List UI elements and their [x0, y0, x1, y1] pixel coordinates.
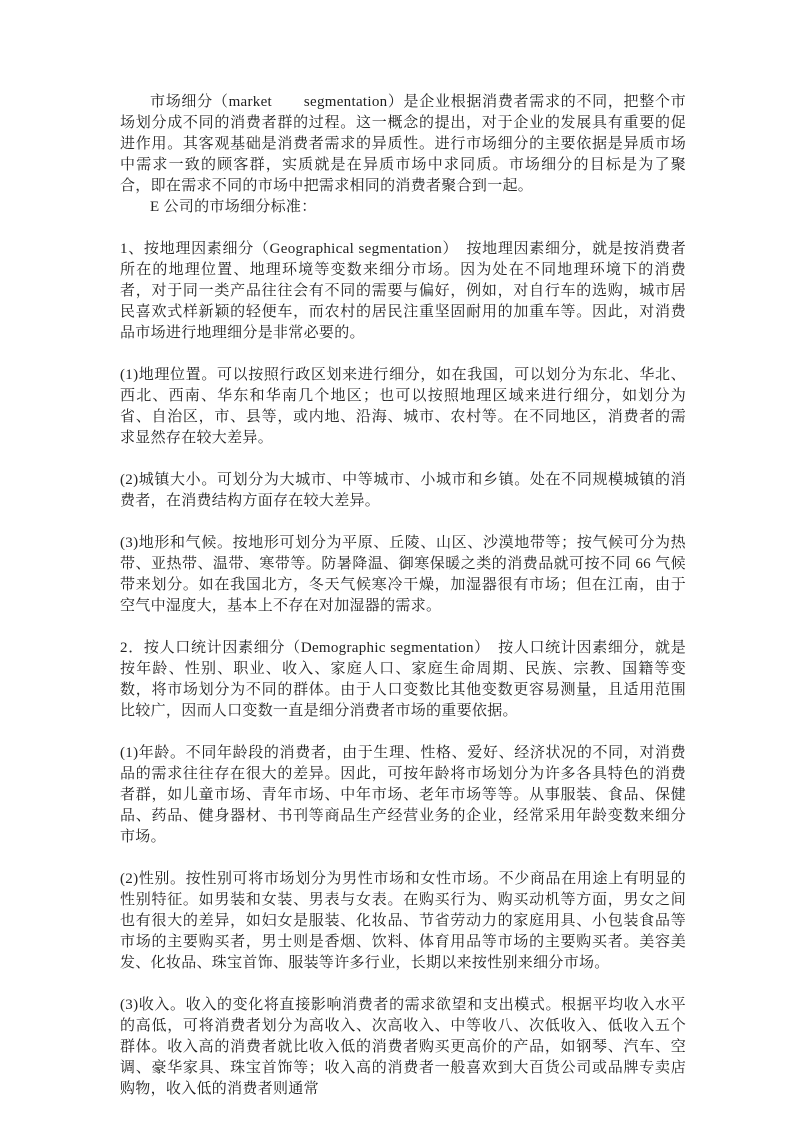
paragraph-geographical-segmentation: 1、按地理因素细分（Geographical segmentation） 按地理因素细分，就是按消费者所在的地理位置、地理环境等变数来细分市场。因为处在不同地理环境下的消费者，对于同一类产品往往会有不同的需要与偏好，例如，对自行车的选购，城市居民喜欢式样新颖的轻便车，而农村的居民注重坚固耐用的加重车等。因此，对消费品市场进行地理细分是非常必要的。: [120, 241, 686, 341]
paragraph-town-size: (2)城镇大小。可划分为大城市、中等城市、小城市和乡镇。处在不同规模城镇的消费者，在消费结构方面存在较大差异。: [120, 472, 686, 509]
paragraph-demographic-segmentation: 2．按人口统计因素细分（Demographic segmentation） 按人口统计因素细分，就是按年龄、性别、职业、收入、家庭人口、家庭生命周期、民族、宗教、国籍等变数，将市场划分为不同的群体。由于人口变数比其他变数更容易测量，且适用范围比较广，因而人口变数一直是细分消费者市场的重要依据。: [120, 640, 686, 719]
paragraph-income: (3)收入。收入的变化将直接影响消费者的需求欲望和支出模式。根据平均收入水平的高低，可将消费者划分为高收入、次高收入、中等收八、次低收入、低收入五个群体。收入高的消费者就比收入低的消费者购买更高价的产品，如钢琴、汽车、空调、豪华家具、珠宝首饰等；收入高的消费者一般喜欢到大百货公司或品牌专卖店购物，收入低的消费者则通常: [120, 997, 686, 1097]
document-body: [120, 92, 686, 1100]
paragraph-market-segmentation-intro: 市场细分（market segmentation）是企业根据消费者需求的不同，把整个市场划分成不同的消费者群的过程。这一概念的提出，对于企业的发展具有重要的促进作用。其客观基础是消费者需求的异质性。进行市场细分的主要依据是异质市场中需求一致的顾客群，实质就是在异质市场中求同质。市场细分的目标是为了聚合，即在需求不同的市场中把需求相同的消费者聚合到一起。: [120, 94, 686, 194]
paragraph-gender: (2)性别。按性别可将市场划分为男性市场和女性市场。不少商品在用途上有明显的性别特征。如男装和女装、男表与女表。在购买行为、购买动机等方面，男女之间也有很大的差异，如妇女是服装、化妆品、节省劳动力的家庭用具、小包装食品等市场的主要购买者，男士则是香烟、饮料、体育用品等市场的主要购买者。美容美发、化妆品、珠宝首饰、服装等许多行业，长期以来按性别来细分市场。: [120, 871, 686, 971]
paragraph-terrain-climate: (3)地形和气候。按地形可划分为平原、丘陵、山区、沙漠地带等；按气候可分为热带、亚热带、温带、寒带等。防暑降温、御寒保暖之类的消费品就可按不同 66 气候带来划分。如在我国北方，冬天气候寒冷干燥，加湿器很有市场；但在江南，由于空气中湿度大，基本上不存在对加湿器的需求。: [120, 535, 686, 614]
paragraph-geo-location: (1)地理位置。可以按照行政区划来进行细分，如在我国，可以划分为东北、华北、西北、西南、华东和华南几个地区；也可以按照地理区域来进行细分，如划分为省、自治区，市、县等，或内地、沿海、城市、农村等。在不同地区，消费者的需求显然存在较大差异。: [120, 367, 686, 446]
paragraph-e-company-standards-heading: E 公司的市场细分标准：: [150, 199, 317, 215]
paragraph-age: (1)年龄。不同年龄段的消费者，由于生理、性格、爱好、经济状况的不同，对消费品的需求往往存在很大的差异。因此，可按年龄将市场划分为许多各具特色的消费者群，如儿童市场、青年市场、中年市场、老年市场等等。从事服装、食品、保健品、药品、健身器材、书刊等商品生产经营业务的企业，经常采用年龄变数来细分市场。: [120, 745, 686, 845]
